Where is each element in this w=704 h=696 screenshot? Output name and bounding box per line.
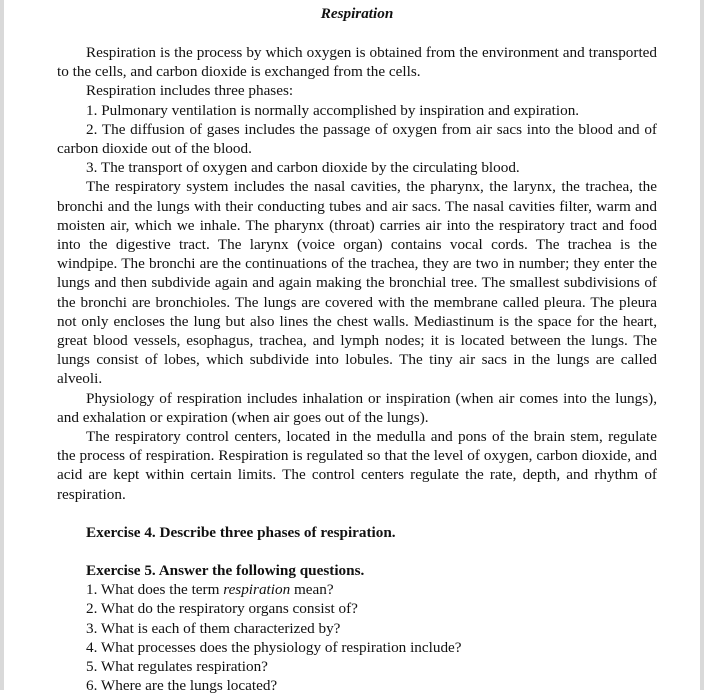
paragraph-control-centers: The respiratory control centers, located in the medulla and pons of the brain stem, regulate the process of respiration. Respiration is regulated so that the level of oxygen, carbon dioxide, and acid are kept within certain limits. The control centers regulate the rate, depth, and rhythm of respiration. (57, 428, 657, 503)
phase-item-2: 2. The diffusion of gases includes the passage of oxygen from air sacs into the blood and of carbon dioxide out of the blood. (57, 120, 657, 158)
question-1-term: respiration (223, 581, 291, 599)
spacer (57, 542, 657, 561)
paragraph-respiratory-system: The respiratory system includes the nasal cavities, the pharynx, the larynx, the trachea, the bronchi and the lungs with their conducting tubes and air sacs. The nasal cavities filter, warm and moisten air, which we inhale. The pharynx (throat) carries air into the respiratory tract and food into the digestive tract. The larynx (voice organ) contains vocal cords. The trachea is the windpipe. The bronchi are the continuations of the trachea, they are two in number; they enter the lungs and then subdivide again and again making the bronchial tree. The smallest subdivisions of the bronchi are bronchioles. The lungs are covered with the membrane called pleura. The pleura not only encloses the lung but also lines the chest walls. Mediastinum is the space for the heart, great blood vessels, esophagus, trachea, and lymph nodes; it is located between the lungs. The lungs consist of lobes, which subdivide into lobules. The tiny air sacs in the lungs are called alveoli. (57, 178, 657, 388)
question-6: 6. Where are the lungs located? (86, 677, 278, 695)
phase-item-3: 3. The transport of oxygen and carbon dioxide by the circulating blood. (86, 159, 520, 177)
paragraph-physiology: Physiology of respiration includes inhalation or inspiration (when air comes into the lungs), and exhalation or expiration (when air goes out of the lungs). (57, 389, 657, 426)
phase-item-1: 1. Pulmonary ventilation is normally accomplished by inspiration and expiration. (86, 101, 580, 119)
question-3: 3. What is each of them characterized by? (86, 619, 341, 637)
question-2: 2. What do the respiratory organs consist of? (86, 600, 358, 618)
question-4: 4. What processes does the physiology of respiration include? (86, 638, 462, 656)
spacer (57, 504, 657, 523)
exercise-5-heading: Exercise 5. Answer the following questions. (86, 562, 365, 580)
page-border-left (0, 0, 4, 690)
page-border-right (700, 0, 704, 690)
question-1-prefix: 1. What does the term (86, 581, 224, 599)
document-page (57, 4, 657, 696)
paragraph-definition: Respiration is the process by which oxygen is obtained from the environment and transported to the cells, and carbon dioxide is exchanged from the cells. (57, 44, 657, 81)
document-title: Respiration (320, 5, 394, 22)
paragraph-phases-intro: Respiration includes three phases: (86, 82, 294, 100)
exercise-4-heading: Exercise 4. Describe three phases of respiration. (86, 523, 396, 541)
question-1-suffix: mean? (290, 581, 334, 599)
question-1 (57, 580, 657, 599)
question-5: 5. What regulates respiration? (86, 658, 268, 676)
